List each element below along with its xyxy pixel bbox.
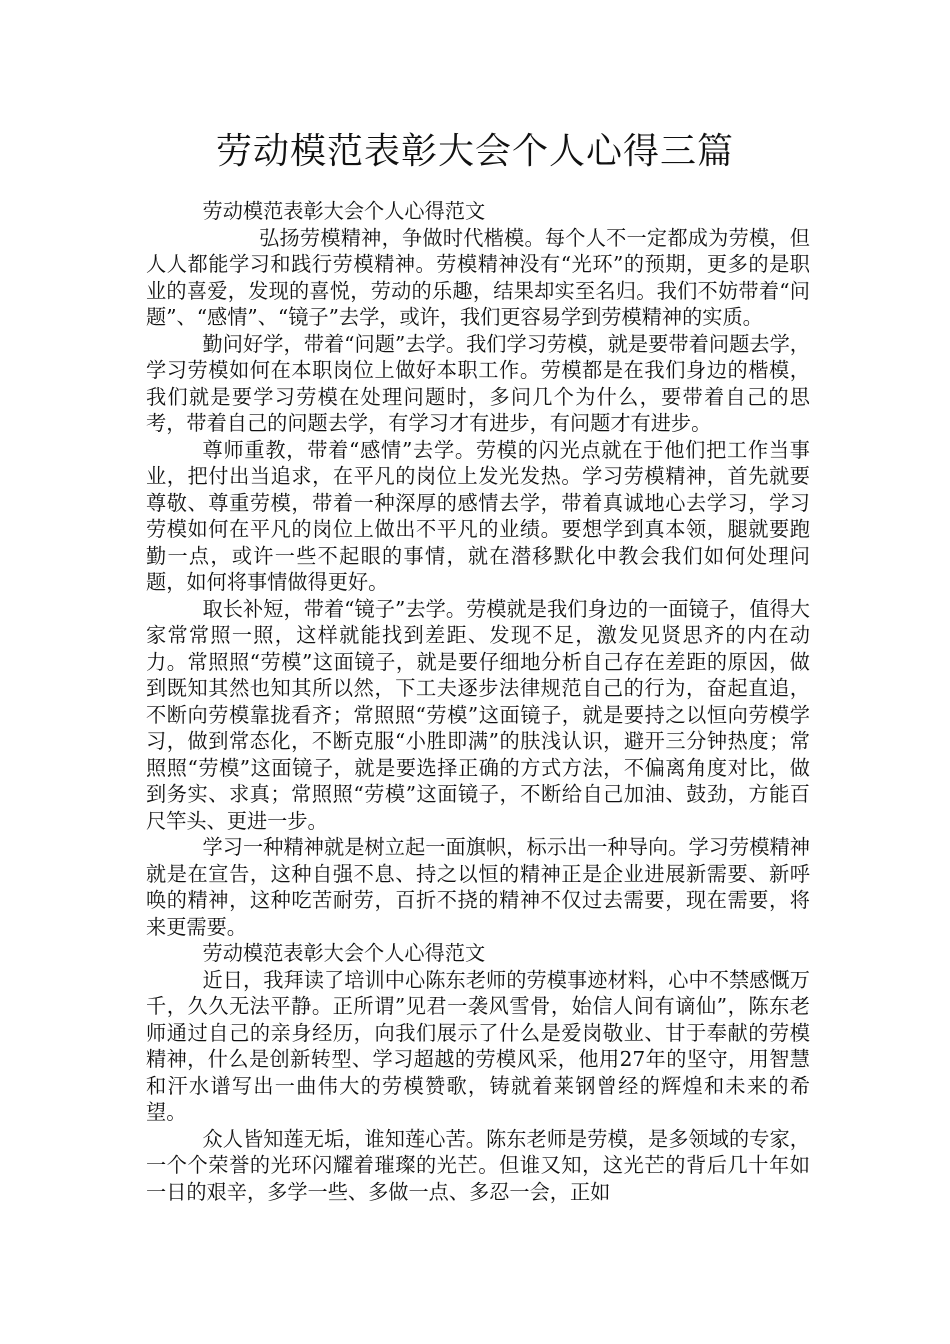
paragraph: 勤问好学，带着“问题”去学。我们学习劳模，就是要带着问题去学，学习劳模如何在本职岗位上做好本职工作。劳模都是在我们身边的楷模，我们就是要学习劳模在处理问题时，多问几个为什么，要带着自己的思考，带着自己的问题去学，有学习才有进步，有问题才有进步。: [146, 331, 810, 435]
paragraph: 近日，我拜读了培训中心陈东老师的劳模事迹材料，心中不禁感慨万千，久久无法平静。正所谓”见君一袭风雪骨，始信人间有谪仙”，陈东老师通过自己的亲身经历，向我们展示了什么是爱岗敬业、甘于奉献的劳模精神，什么是创新转型、学习超越的劳模风采，他用27年的坚守，用智慧和汗水谱写出一曲伟大的劳模赞歌，铸就着莱钢曾经的辉煌和未来的希望。: [146, 967, 810, 1124]
section-heading: 劳动模范表彰大会个人心得范文: [202, 199, 486, 223]
document-body: [146, 198, 810, 1205]
paragraph: 弘扬劳模精神，争做时代楷模。每个人不一定都成为劳模，但人人都能学习和践行劳模精神。劳模精神没有“光环”的预期，更多的是职业的喜爱，发现的喜悦，劳动的乐趣，结果却实至名归。我们不妨带着“问题”、“感情”、“镜子”去学，或许，我们更容易学到劳模精神的实质。: [146, 225, 810, 329]
paragraph: 学习一种精神就是树立起一面旗帜，标示出一种导向。学习劳模精神就是在宣告，这种自强不息、持之以恒的精神正是企业进展新需要、新呼唤的精神，这种吃苦耐劳，百折不挠的精神不仅过去需要，现在需要，将来更需要。: [146, 835, 810, 939]
section-heading: 劳动模范表彰大会个人心得范文: [202, 941, 486, 965]
paragraph: 尊师重教，带着“感情”去学。劳模的闪光点就在于他们把工作当事业，把付出当追求，在平凡的岗位上发光发热。学习劳模精神，首先就要尊敬、尊重劳模，带着一种深厚的感情去学，带着真诚地心去学习，学习劳模如何在平凡的岗位上做出不平凡的业绩。要想学到真本领，腿就要跑勤一点，或许一些不起眼的事情，就在潜移默化中教会我们如何处理问题，如何将事情做得更好。: [146, 437, 810, 594]
document-title: 劳动模范表彰大会个人心得三篇: [215, 131, 734, 172]
paragraph: 取长补短，带着“镜子”去学。劳模就是我们身边的一面镜子，值得大家常常照一照，这样就能找到差距、发现不足，激发见贤思齐的内在动力。常照照“劳模”这面镜子，就是要仔细地分析自己存在差距的原因，做到既知其然也知其所以然，下工夫逐步法律规范自己的行为，奋起直追，不断向劳模靠拢看齐；常照照“劳模”这面镜子，就是要持之以恒向劳模学习，做到常态化，不断克服“小胜即满”的肤浅认识，避开三分钟热度；常照照“劳模”这面镜子，就是要选择正确的方式方法，不偏离角度对比，做到务实、求真；常照照“劳模”这面镜子，不断给自己加油、鼓劲，方能百尺竿头、更进一步。: [146, 596, 810, 833]
paragraph: 众人皆知莲无垢，谁知莲心苦。陈东老师是劳模，是多领域的专家，一个个荣誉的光环闪耀着璀璨的光芒。但谁又知，这光芒的背后几十年如一日的艰辛，多学一些、多做一点、多忍一会，正如: [146, 1126, 810, 1204]
